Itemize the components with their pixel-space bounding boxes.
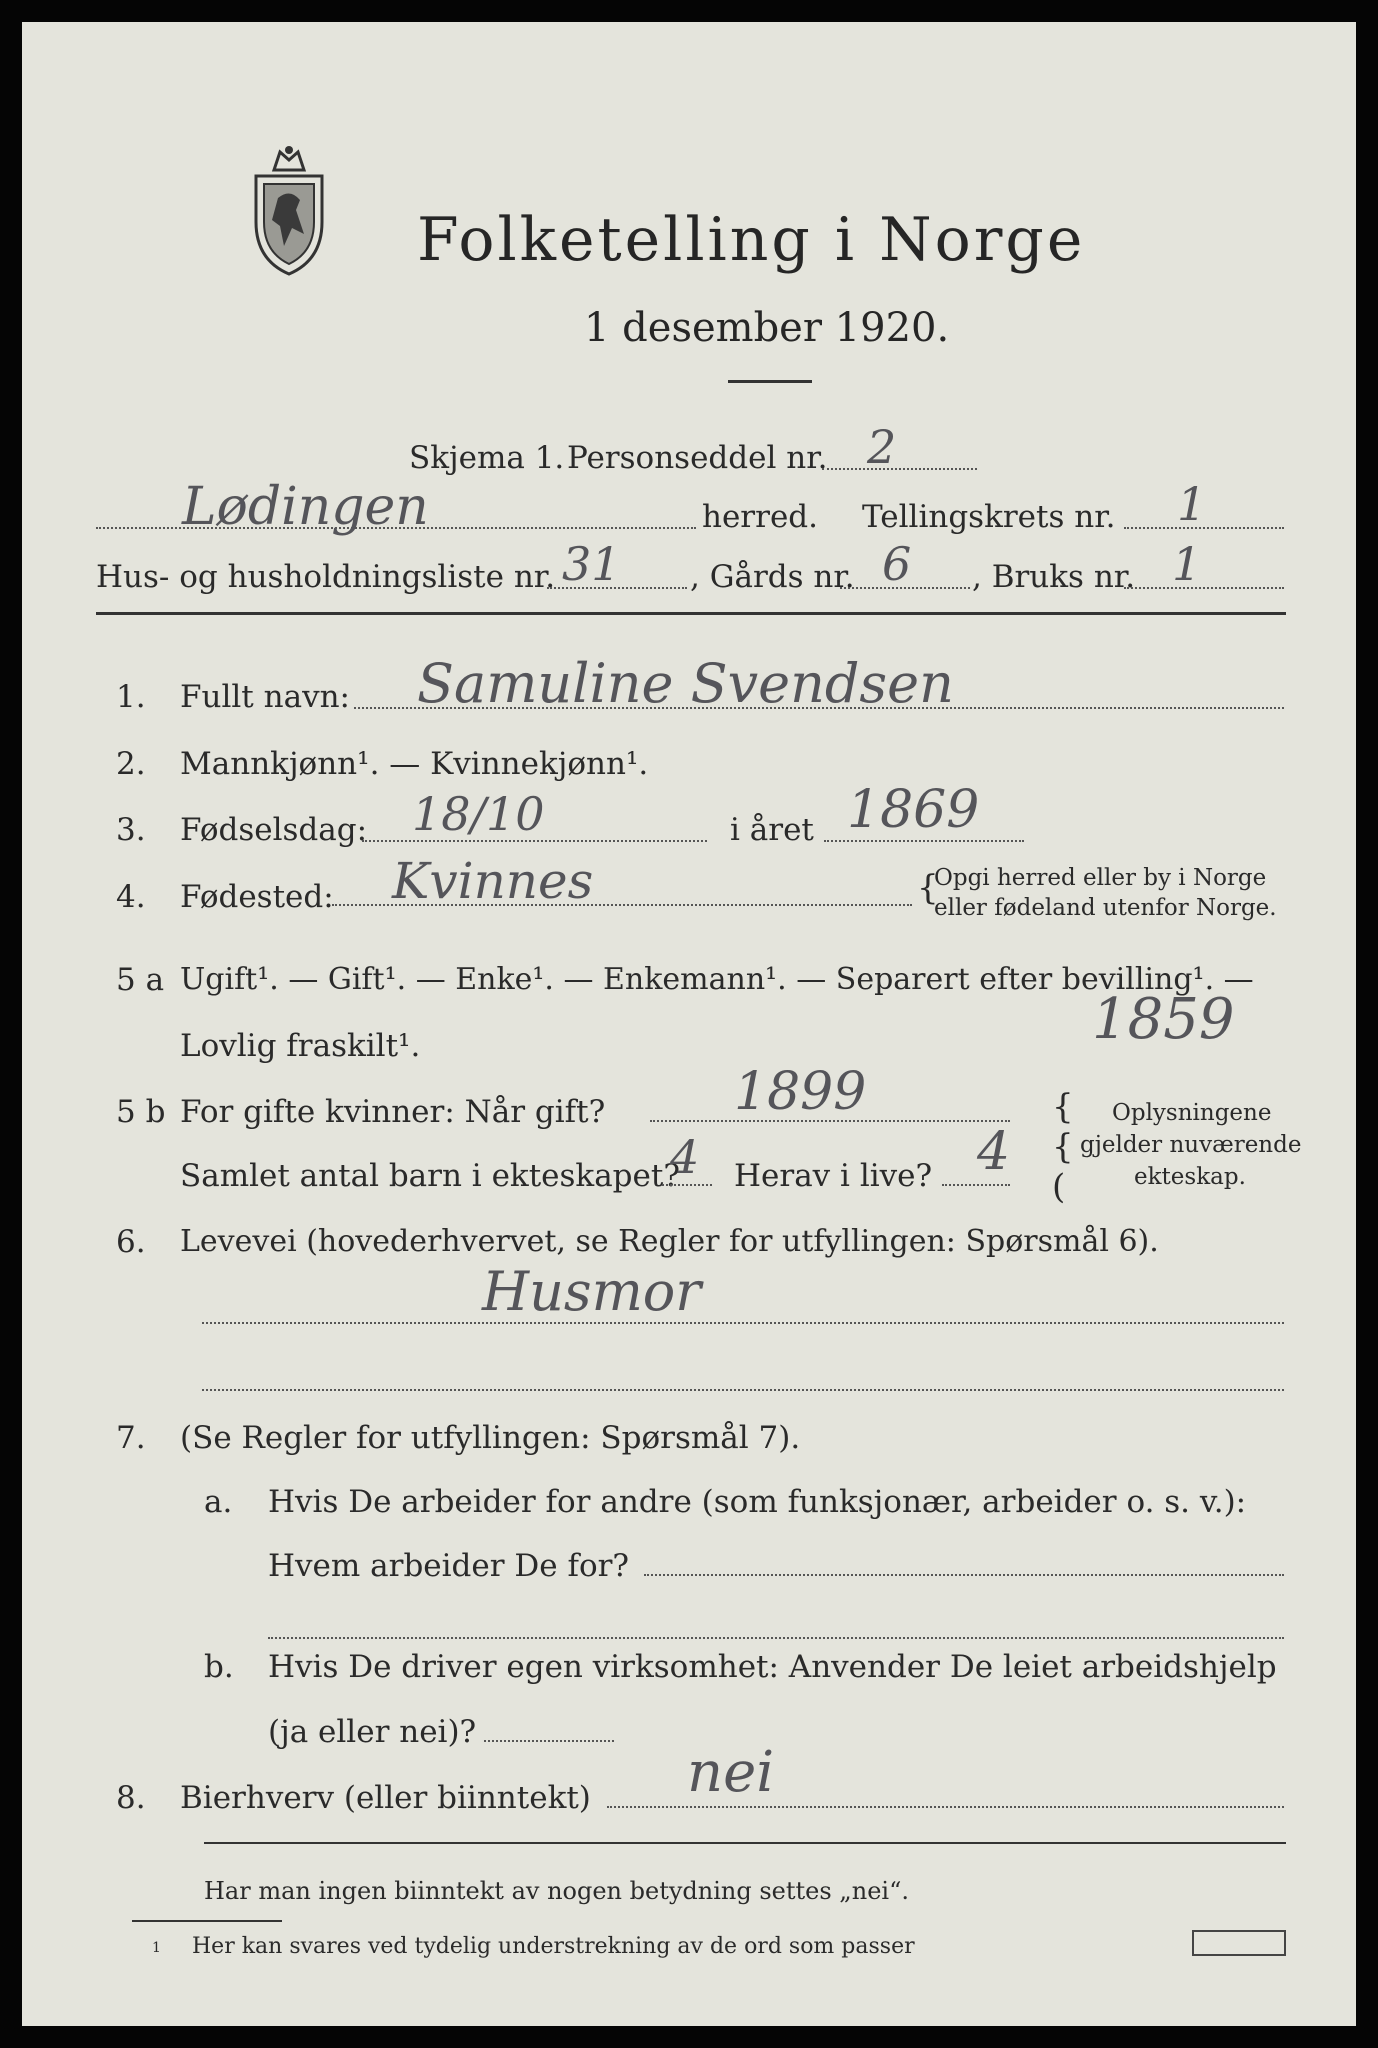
q6-line-2 <box>202 1389 1284 1391</box>
printer-stamp <box>1192 1930 1286 1956</box>
q6-number: 6. <box>116 1224 146 1260</box>
q4-note-line-2: eller fødeland utenfor Norge. <box>934 895 1277 921</box>
tellingskrets-value: 1 <box>1177 477 1207 531</box>
q5b-label: For gifte kvinner: Når gift? <box>180 1094 606 1130</box>
coat-of-arms-emblem <box>244 142 334 277</box>
gards-label: , Gårds nr. <box>690 559 855 595</box>
q5b-children-line <box>662 1184 712 1186</box>
q5b-note-line-3: ekteskap. <box>1134 1164 1246 1190</box>
q7b-line <box>484 1740 614 1742</box>
census-date: 1 desember 1920. <box>584 305 950 351</box>
q7a-label: Hvis De arbeider for andre (som funksjonær, arbeider o. s. v.): <box>268 1484 1247 1520</box>
q3-birthdate-value: 18/10 <box>412 787 545 841</box>
q5a-marriage-year-value: 1859 <box>1092 987 1235 1052</box>
q7a-line-1 <box>644 1574 1284 1576</box>
gards-value: 6 <box>882 537 912 591</box>
q5b-alive-line <box>942 1184 1010 1186</box>
herred-label: herred. <box>702 499 818 535</box>
q7a-line-2 <box>268 1637 1284 1639</box>
husliste-label: Hus- og husholdningsliste nr. <box>96 559 556 595</box>
q8-line <box>607 1806 1284 1808</box>
q6-occupation-value: Husmor <box>482 1260 702 1323</box>
q4-note-line-1: Opgi herred eller by i Norge <box>934 865 1267 891</box>
personseddel-value: 2 <box>867 420 897 474</box>
q3-year-line <box>824 840 1024 842</box>
q7b-label: Hvis De driver egen virksomhet: Anvender De leiet arbeidshjelp <box>268 1649 1277 1685</box>
bruks-value: 1 <box>1172 537 1202 591</box>
q8-number: 8. <box>116 1780 146 1816</box>
footnote-mark: 1 <box>152 1940 161 1956</box>
q2-label: Mannkjønn¹. — Kvinnekjønn¹. <box>180 746 649 782</box>
q5a-number: 5 a <box>116 962 165 998</box>
footnote-text: Her kan svares ved tydelig understrekning av de ord som passer <box>192 1934 915 1959</box>
footer-divider <box>204 1842 1286 1844</box>
footnote-divider <box>132 1920 282 1922</box>
q4-number: 4. <box>116 879 146 915</box>
q4-birthplace-value: Kvinnes <box>392 852 594 910</box>
q1-full-name-value: Samuline Svendsen <box>417 652 954 715</box>
personseddel-line <box>822 468 977 470</box>
q5b-children-value: 4 <box>670 1130 700 1184</box>
q5b-alive-value: 4 <box>977 1122 1011 1182</box>
title-divider <box>728 380 812 383</box>
husliste-value: 31 <box>562 537 621 591</box>
q5a-label-2: Lovlig fraskilt¹. <box>180 1028 421 1064</box>
q3-number: 3. <box>116 812 146 848</box>
q5b-note-brace: { { ( <box>1052 1087 1074 1207</box>
bruks-line <box>1124 587 1284 589</box>
q2-number: 2. <box>116 746 146 782</box>
q5b-note-line-1: Oplysningene <box>1112 1100 1272 1126</box>
q7b-letter: b. <box>204 1649 234 1685</box>
q5a-label: Ugift¹. — Gift¹. — Enke¹. — Enkemann¹. — Separert efter bevilling¹. — <box>180 962 1254 997</box>
q1-label: Fullt navn: <box>180 679 350 715</box>
q5b-number: 5 b <box>116 1094 166 1130</box>
q7-label: (Se Regler for utfyllingen: Spørsmål 7). <box>180 1420 801 1456</box>
q6-label: Levevei (hovederhvervet, se Regler for utfyllingen: Spørsmål 6). <box>180 1224 1159 1259</box>
q3-year-value: 1869 <box>847 780 980 840</box>
q6-line-1 <box>202 1322 1284 1324</box>
q7a-letter: a. <box>204 1484 233 1520</box>
q4-note-brace: { <box>917 868 939 908</box>
q5b-alive-label: Herav i live? <box>734 1158 933 1194</box>
header-divider <box>96 612 1286 615</box>
q7-number: 7. <box>116 1420 146 1456</box>
q7b-label-2: (ja eller nei)? <box>268 1714 477 1750</box>
herred-value: Lødingen <box>182 477 429 537</box>
q5b-married-year-value: 1899 <box>734 1062 867 1122</box>
tellingskrets-label: Tellingskrets nr. <box>862 499 1116 535</box>
census-form-sheet <box>22 22 1356 2026</box>
schema-label: Skjema 1. <box>409 440 565 476</box>
footer-note: Har man ingen biinntekt av nogen betydning settes „nei“. <box>204 1877 909 1905</box>
q1-number: 1. <box>116 679 146 715</box>
q8-secondary-income-value: nei <box>687 1740 775 1805</box>
personseddel-label: Personseddel nr. <box>567 440 828 476</box>
q7a-label-2: Hvem arbeider De for? <box>268 1548 630 1584</box>
q4-label: Fødested: <box>180 879 334 915</box>
q8-label: Bierhverv (eller biinntekt) <box>180 1780 591 1816</box>
bruks-label: , Bruks nr. <box>972 559 1136 595</box>
q3-label: Fødselsdag: <box>180 812 368 848</box>
q5b-children-label: Samlet antal barn i ekteskapet? <box>180 1158 680 1194</box>
q3-year-label: i året <box>730 812 814 848</box>
form-title: Folketelling i Norge <box>417 205 1086 275</box>
q5b-note-line-2: gjelder nuværende <box>1080 1132 1302 1158</box>
